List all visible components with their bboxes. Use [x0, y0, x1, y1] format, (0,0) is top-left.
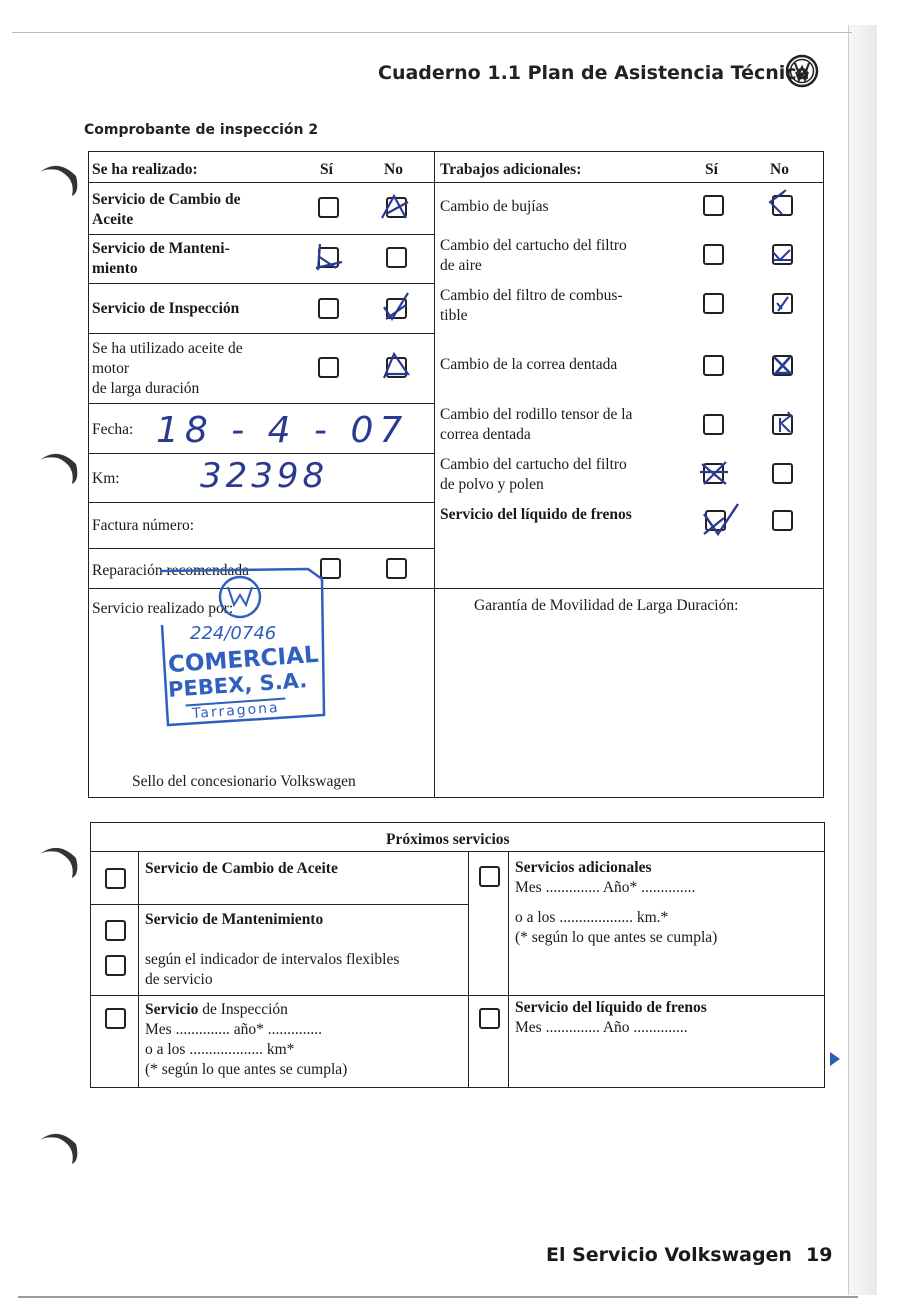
check-mark-icon	[770, 244, 794, 266]
stamp-line2: PEBEX, S.A.	[167, 668, 308, 702]
checkbox-yes[interactable]	[318, 197, 339, 218]
yes-header: Sí	[705, 161, 718, 178]
checkbox-yes[interactable]	[318, 298, 339, 319]
checkbox-yes[interactable]	[703, 293, 724, 314]
row-label: Se ha utilizado aceite de motor de larga duración	[92, 340, 243, 397]
binder-ring-icon	[36, 446, 80, 486]
checkbox-yes[interactable]	[703, 355, 724, 376]
check-mark-icon	[772, 293, 794, 315]
left-col-header: Se ha realizado:	[92, 161, 198, 178]
row-label: Servicio de Inspección	[92, 300, 240, 317]
km-label: Km:	[92, 470, 120, 487]
row-label: Cambio del cartucho del filtro de aire	[440, 237, 627, 274]
vw-logo-icon	[785, 54, 819, 88]
section-subtitle: Comprobante de inspección 2	[84, 122, 319, 138]
checkbox-cambio-aceite[interactable]	[105, 868, 126, 889]
checkbox-inspeccion[interactable]	[105, 1008, 126, 1029]
checkbox-indicador[interactable]	[105, 955, 126, 976]
stamp-line3: Tarragona	[185, 698, 286, 723]
check-mark-icon	[764, 188, 794, 218]
page-number: 19	[806, 1244, 833, 1266]
binder-ring-icon	[36, 1126, 80, 1166]
check-mark-icon	[770, 353, 796, 377]
cambio-aceite-label: Servicio de Cambio de Aceite	[145, 860, 338, 877]
checkbox-no[interactable]	[772, 463, 793, 484]
checkbox-adicionales[interactable]	[479, 866, 500, 887]
page-title: Cuaderno 1.1 Plan de Asistencia Técnica	[378, 62, 810, 84]
indicador-label: según el indicador de intervalos flexibles de servicio	[145, 951, 400, 988]
garantia-label: Garantía de Movilidad de Larga Duración:	[474, 597, 739, 614]
checkbox-no[interactable]	[386, 247, 407, 268]
reparacion-label: Reparación recomendada	[92, 562, 250, 579]
row-label: Cambio del rodillo tensor de la correa dentada	[440, 406, 633, 443]
row-label: Servicio de Manteni- miento	[92, 240, 230, 277]
fecha-value: 18 - 4 - 07	[156, 410, 409, 451]
servicio-realizado-label: Servicio realizado por:	[92, 600, 234, 617]
checkbox-yes[interactable]	[703, 195, 724, 216]
binder-ring-icon	[36, 158, 80, 198]
no-header: No	[770, 161, 789, 178]
page-edge	[848, 25, 877, 1295]
km-value: 32398	[200, 456, 329, 496]
checkbox-yes[interactable]	[703, 244, 724, 265]
adicionales-block: Servicios adicionales Mes .............. Año* .............. o a los ................... km.* (* según lo que antes se cumpla)	[515, 859, 718, 946]
row-label: Servicio de Cambio de Aceite	[92, 191, 241, 228]
check-mark-icon	[700, 500, 742, 540]
mantenimiento-label: Servicio de Mantenimiento	[145, 911, 324, 928]
sello-label: Sello del concesionario Volkswagen	[132, 773, 356, 790]
check-mark-icon	[380, 291, 412, 323]
row-label: Cambio del filtro de combus- tible	[440, 287, 623, 324]
page-top-edge	[12, 32, 852, 33]
checkbox-yes[interactable]	[318, 357, 339, 378]
checkbox-frenos[interactable]	[479, 1008, 500, 1029]
frenos-block: Servicio del líquido de frenos Mes .............. Año ..............	[515, 999, 707, 1036]
fecha-label: Fecha:	[92, 421, 134, 438]
check-mark-icon	[698, 458, 730, 488]
row-label: Cambio de bujías	[440, 198, 549, 215]
dealer-stamp	[158, 565, 328, 730]
stamp-line1: COMERCIAL	[167, 641, 320, 679]
stamp-number: 224/0746	[190, 623, 277, 644]
checkbox-no[interactable]	[772, 510, 793, 531]
check-mark-icon	[380, 192, 412, 222]
checkbox-no[interactable]	[386, 558, 407, 579]
row-label: Servicio del líquido de frenos	[440, 506, 632, 523]
row-label: Cambio de la correa dentada	[440, 356, 618, 373]
check-mark-icon	[312, 242, 346, 272]
check-mark-icon	[772, 410, 796, 436]
no-header: No	[384, 161, 403, 178]
check-mark-icon	[380, 350, 412, 380]
row-label: Cambio del cartucho del filtro de polvo y polen	[440, 456, 627, 493]
next-page-arrow-icon[interactable]	[830, 1052, 840, 1066]
checkbox-yes[interactable]	[703, 414, 724, 435]
right-col-header: Trabajos adicionales:	[440, 161, 582, 178]
factura-label: Factura número:	[92, 517, 195, 534]
footer-title: El Servicio Volkswagen	[546, 1244, 792, 1266]
binder-ring-icon	[36, 840, 80, 880]
proximos-title: Próximos servicios	[386, 831, 510, 848]
inspeccion-block: Servicio de Inspección Mes .............. año* .............. o a los ................... km* (* según lo que antes se cumpla)	[145, 1001, 348, 1078]
yes-header: Sí	[320, 161, 333, 178]
page-bottom-edge	[18, 1296, 858, 1298]
checkbox-mantenimiento[interactable]	[105, 920, 126, 941]
